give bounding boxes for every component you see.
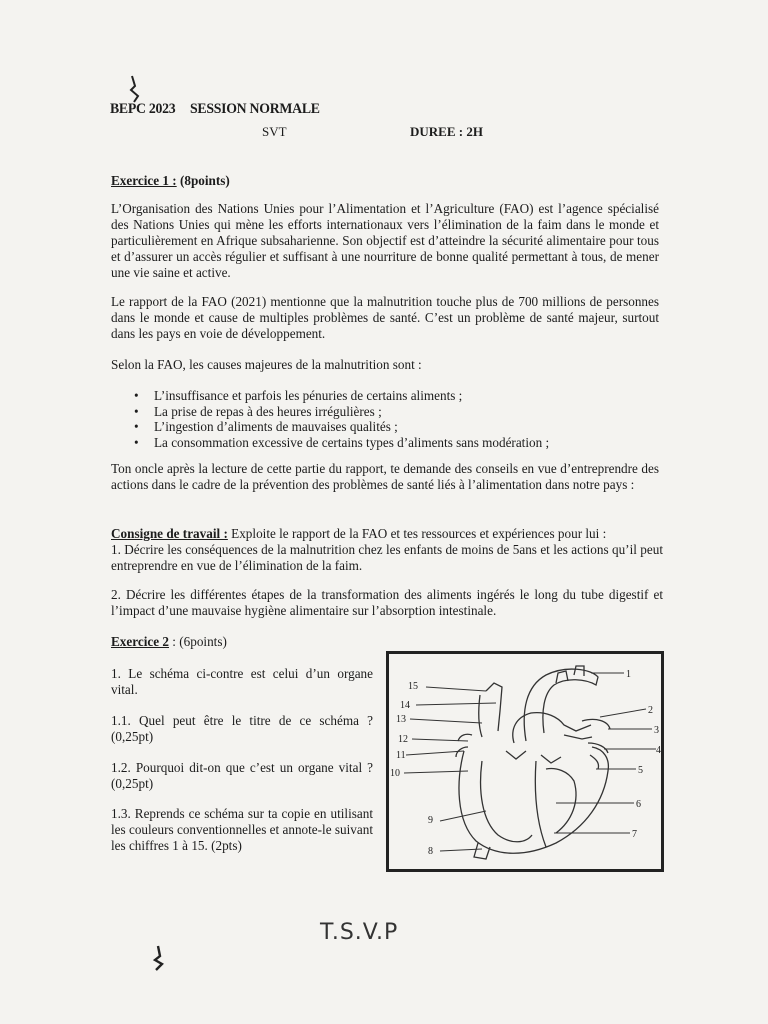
ink-mark-top [126,74,146,104]
list-item: • La consommation excessive de certains types d’aliments sans modération ; [132,435,652,451]
diagram-label: 11 [396,750,406,761]
causes-list [132,388,652,450]
exercise1-points: (8points) [179,173,230,188]
exercise1-heading: Exercice 1 : [111,173,177,188]
label-numbers [390,669,661,857]
diagram-label: 15 [408,681,418,692]
diagram-frame [388,653,663,871]
exam-session: SESSION NORMALE [190,101,320,117]
exercise1-question-1: 1. Décrire les conséquences de la malnutrition chez les enfants de moins de 5ans et les actions qu’il peut entreprendre en vue de l’élimination de la faim. [111,542,663,573]
diagram-label: 3 [654,725,659,736]
exercise2-points: : (6points) [168,634,227,649]
exercise1-paragraph-2: Le rapport de la FAO (2021) mentionne que la malnutrition touche plus de 700 millions de personnes dans le monde et cause de multiples problèmes de santé. C’est un problème de santé majeur, surtout dans les pays en voie de développement. [111,294,659,341]
diagram-label: 4 [656,745,661,756]
exercise2-question-1-3: 1.3. Reprends ce schéma sur ta copie en utilisant les couleurs conventionnelles et annote-le suivant les chiffres 1 à 15. (2pts) [111,806,373,853]
diagram-label: 5 [638,765,643,776]
exercise1-question-2: 2. Décrire les différentes étapes de la transformation des aliments ingérés le long du tube digestif et l’impact d’une mauvaise hygiène alimentaire sur l’absorption intestinale. [111,587,663,618]
exercise1-paragraph-1: L’Organisation des Nations Unies pour l’Alimentation et l’Agriculture (FAO) est l’agence spécialisé des Nations Unies qui mène les efforts internationaux vers l’élimination de la faim dans le monde et particulièrement en Afrique subsaharienne. Son objectif est d’atteindre la sécurité alimentaire pour tous et d’assurer un accès régulier et suffisant à une nourriture de bonne qualité permettant à tous, de mener une vie saine et active. [111,201,659,280]
consigne-text: Exploite le rapport de la FAO et tes ressources et expériences pour lui : [227,526,607,541]
list-item: • L’ingestion d’aliments de mauvaises qualités ; [132,419,652,435]
diagram-label: 13 [396,714,406,725]
diagram-label: 9 [428,815,433,826]
handwritten-tsvp: T.S.V.P [320,920,399,945]
heart-diagram [386,651,664,872]
exercise1-paragraph-3: Selon la FAO, les causes majeures de la malnutrition sont : [111,357,422,372]
exercise2-question-1-2: 1.2. Pourquoi dit-on que c’est un organe vital ? (0,25pt) [111,760,373,791]
exercise2-heading: Exercice 2 [111,634,169,649]
diagram-label: 1 [626,669,631,680]
ink-mark-bottom [150,944,168,974]
exercise2-question-1-1: 1.1. Quel peut être le titre de ce schéma ? (0,25pt) [111,713,373,744]
exercise2-heading-line [111,634,227,650]
exam-title: BEPC 2023 [110,101,176,117]
diagram-label: 10 [390,768,400,779]
label-leaders [404,673,656,851]
exercise1-heading-line [111,173,230,189]
diagram-label: 8 [428,846,433,857]
diagram-label: 14 [400,700,410,711]
consigne-line [111,526,663,542]
heart-outline [456,666,610,859]
exercise1-paragraph-4: Ton oncle après la lecture de cette partie du rapport, te demande des conseils en vue d’entreprendre des actions dans le cadre de la prévention des problèmes de santé liés à l’alimentation dans notre pays : [111,461,659,492]
exercise2-question-1: 1. Le schéma ci-contre est celui d’un organe vital. [111,666,373,697]
diagram-label: 12 [398,734,408,745]
list-item: • La prise de repas à des heures irrégulières ; [132,404,652,420]
exam-duration: DUREE : 2H [410,124,483,139]
diagram-label: 6 [636,799,641,810]
diagram-label: 7 [632,829,637,840]
list-item: • L’insuffisance et parfois les pénuries de certains aliments ; [132,388,652,404]
exam-subject: SVT [262,124,287,139]
consigne-label: Consigne de travail : [111,526,228,541]
diagram-label: 2 [648,705,653,716]
